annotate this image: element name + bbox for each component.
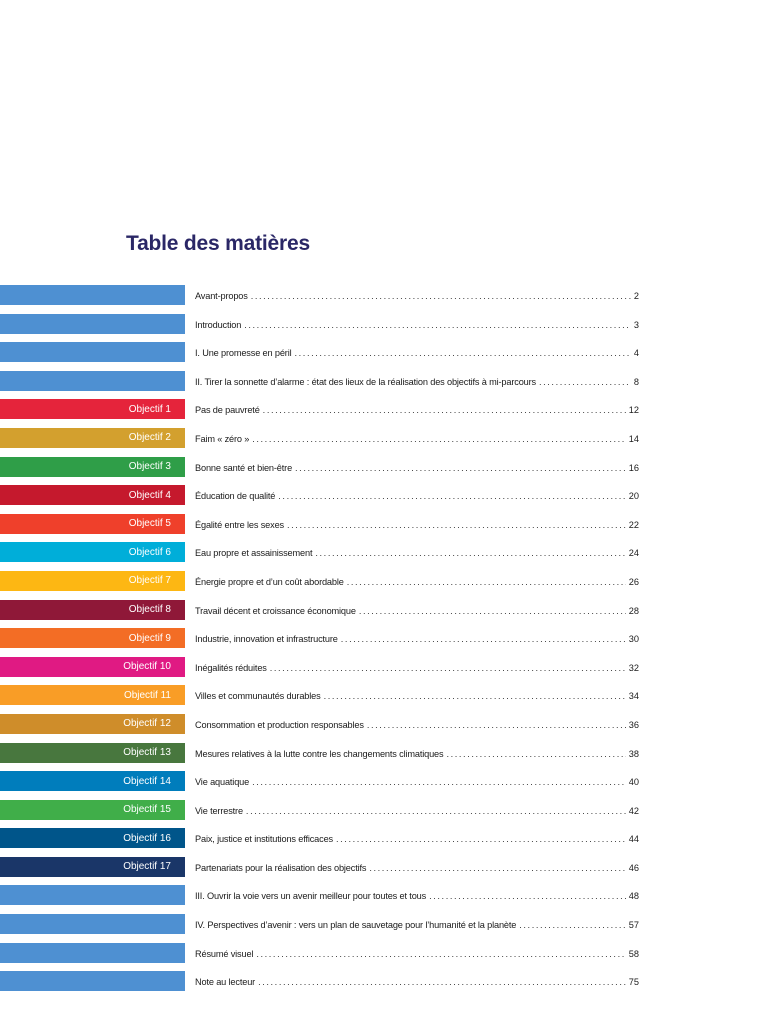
goal-color-bar: Objectif 14	[0, 771, 185, 791]
dot-leader	[295, 348, 631, 358]
dot-leader	[270, 663, 626, 673]
dot-leader	[258, 977, 626, 987]
toc-row[interactable]	[0, 685, 768, 714]
toc-row[interactable]	[0, 600, 768, 629]
dot-leader	[263, 405, 626, 415]
toc-row[interactable]	[0, 885, 768, 914]
dot-leader	[251, 291, 631, 301]
toc-entry[interactable]	[195, 801, 639, 821]
dot-leader	[429, 891, 626, 901]
page-number: 3	[633, 319, 639, 330]
toc-entry[interactable]	[195, 400, 639, 420]
goal-color-bar: Objectif 7	[0, 571, 185, 591]
toc-row[interactable]	[0, 314, 768, 343]
toc-entry[interactable]	[195, 486, 639, 506]
toc-entry[interactable]	[195, 343, 639, 363]
goal-color-bar: Objectif 6	[0, 542, 185, 562]
table-of-contents	[0, 285, 768, 1000]
toc-entry[interactable]	[195, 658, 639, 678]
page-number: 57	[628, 920, 639, 931]
page-number: 75	[628, 977, 639, 988]
toc-entry[interactable]	[195, 572, 639, 592]
page-number: 38	[628, 748, 639, 759]
page-number: 22	[628, 519, 639, 530]
goal-color-bar: Objectif 15	[0, 800, 185, 820]
toc-entry[interactable]	[195, 744, 639, 764]
page-number: 36	[628, 719, 639, 730]
page-number: 34	[628, 691, 639, 702]
toc-row[interactable]	[0, 485, 768, 514]
page-number: 20	[628, 491, 639, 502]
toc-entry[interactable]	[195, 886, 639, 906]
toc-row[interactable]	[0, 800, 768, 829]
goal-color-bar: Objectif 13	[0, 743, 185, 763]
dot-leader	[367, 720, 626, 730]
toc-entry[interactable]	[195, 429, 639, 449]
toc-row[interactable]	[0, 628, 768, 657]
toc-entry[interactable]	[195, 829, 639, 849]
goal-color-bar	[0, 971, 185, 991]
dot-leader	[359, 606, 626, 616]
toc-row[interactable]	[0, 971, 768, 1000]
goal-color-bar: Objectif 8	[0, 600, 185, 620]
toc-entry[interactable]	[195, 458, 639, 478]
dot-leader	[341, 634, 626, 644]
entry-title: Faim « zéro »	[195, 433, 250, 444]
toc-entry[interactable]	[195, 858, 639, 878]
toc-row[interactable]	[0, 399, 768, 428]
toc-entry[interactable]	[195, 915, 639, 935]
entry-title: Bonne santé et bien-être	[195, 462, 293, 473]
entry-title: Paix, justice et institutions efficaces	[195, 834, 333, 845]
page-number: 16	[628, 462, 639, 473]
goal-color-bar: Objectif 10	[0, 657, 185, 677]
dot-leader	[244, 320, 631, 330]
toc-entry[interactable]	[195, 686, 639, 706]
entry-title: Mesures relatives à la lutte contre les changements climatiques	[195, 748, 444, 759]
goal-color-bar	[0, 914, 185, 934]
toc-row[interactable]	[0, 771, 768, 800]
dot-leader	[252, 777, 626, 787]
entry-title: IV. Perspectives d’avenir : vers un plan de sauvetage pour l’humanité et la planète	[195, 920, 517, 931]
goal-color-bar: Objectif 4	[0, 485, 185, 505]
page-number: 14	[628, 433, 639, 444]
dot-leader	[278, 491, 626, 501]
page-number: 42	[628, 805, 639, 816]
goal-color-bar	[0, 943, 185, 963]
entry-title: Travail décent et croissance économique	[195, 605, 356, 616]
toc-entry[interactable]	[195, 315, 639, 335]
entry-title: Inégalités réduites	[195, 662, 267, 673]
toc-entry[interactable]	[195, 601, 639, 621]
goal-color-bar	[0, 371, 185, 391]
toc-row[interactable]	[0, 457, 768, 486]
goal-color-bar	[0, 342, 185, 362]
dot-leader	[252, 434, 626, 444]
toc-entry[interactable]	[195, 972, 639, 992]
toc-entry[interactable]	[195, 629, 639, 649]
entry-title: Partenariats pour la réalisation des objectifs	[195, 862, 367, 873]
entry-title: Égalité entre les sexes	[195, 519, 284, 530]
entry-title: Industrie, innovation et infrastructure	[195, 634, 338, 645]
goal-color-bar	[0, 314, 185, 334]
entry-title: Note au lecteur	[195, 977, 256, 988]
toc-row[interactable]	[0, 657, 768, 686]
entry-title: Éducation de qualité	[195, 491, 276, 502]
dot-leader	[446, 749, 625, 759]
entry-title: Introduction	[195, 319, 242, 330]
toc-entry[interactable]	[195, 515, 639, 535]
page-number: 2	[633, 291, 639, 301]
toc-entry[interactable]	[195, 286, 639, 306]
entry-title: III. Ouvrir la voie vers un avenir meilleur pour toutes et tous	[195, 891, 427, 902]
page-number: 24	[628, 548, 639, 559]
entry-title: Vie aquatique	[195, 777, 250, 788]
dot-leader	[519, 920, 626, 930]
toc-row[interactable]	[0, 914, 768, 943]
entry-title: Avant-propos	[195, 291, 248, 301]
page-number: 32	[628, 662, 639, 673]
goal-color-bar	[0, 285, 185, 305]
page-number: 40	[628, 777, 639, 788]
page-number: 46	[628, 862, 639, 873]
goal-color-bar: Objectif 12	[0, 714, 185, 734]
dot-leader	[295, 463, 626, 473]
page-number: 4	[633, 348, 639, 359]
toc-row[interactable]	[0, 943, 768, 972]
goal-color-bar: Objectif 11	[0, 685, 185, 705]
dot-leader	[324, 691, 626, 701]
toc-row[interactable]	[0, 743, 768, 772]
page-number: 44	[628, 834, 639, 845]
toc-entry[interactable]	[195, 715, 639, 735]
page-number: 48	[628, 891, 639, 902]
page-number: 26	[628, 576, 639, 587]
goal-color-bar: Objectif 16	[0, 828, 185, 848]
page-number: 12	[628, 405, 639, 416]
toc-row[interactable]	[0, 714, 768, 743]
toc-row[interactable]	[0, 828, 768, 857]
dot-leader	[539, 377, 631, 387]
goal-color-bar: Objectif 17	[0, 857, 185, 877]
goal-color-bar: Objectif 2	[0, 428, 185, 448]
goal-color-bar: Objectif 1	[0, 399, 185, 419]
goal-color-bar: Objectif 5	[0, 514, 185, 534]
page-number: 58	[628, 948, 639, 959]
toc-row[interactable]	[0, 571, 768, 600]
toc-row[interactable]	[0, 514, 768, 543]
dot-leader	[246, 806, 626, 816]
entry-title: Eau propre et assainissement	[195, 548, 313, 559]
entry-title: I. Une promesse en péril	[195, 348, 292, 359]
dot-leader	[256, 949, 625, 959]
dot-leader	[287, 520, 626, 530]
toc-row[interactable]	[0, 342, 768, 371]
toc-entry[interactable]	[195, 372, 639, 392]
dot-leader	[336, 834, 626, 844]
goal-color-bar: Objectif 3	[0, 457, 185, 477]
entry-title: Résumé visuel	[195, 948, 254, 959]
entry-title: Énergie propre et d’un coût abordable	[195, 576, 344, 587]
toc-row[interactable]	[0, 857, 768, 886]
entry-title: Pas de pauvreté	[195, 405, 260, 416]
page-number: 8	[633, 376, 639, 387]
toc-row[interactable]	[0, 285, 768, 314]
toc-entry[interactable]	[195, 944, 639, 964]
goal-color-bar: Objectif 9	[0, 628, 185, 648]
toc-row[interactable]	[0, 428, 768, 457]
toc-row[interactable]	[0, 371, 768, 400]
toc-entry[interactable]	[195, 543, 639, 563]
page-number: 28	[628, 605, 639, 616]
goal-color-bar	[0, 885, 185, 905]
page-title: Table des matières	[126, 232, 310, 255]
dot-leader	[347, 577, 626, 587]
entry-title: II. Tirer la sonnette d’alarme : état des lieux de la réalisation des objectifs à mi-parcours	[195, 376, 536, 387]
entry-title: Consommation et production responsables	[195, 719, 364, 730]
entry-title: Villes et communautés durables	[195, 691, 321, 702]
toc-entry[interactable]	[195, 772, 639, 792]
entry-title: Vie terrestre	[195, 805, 243, 816]
page-number: 30	[628, 634, 639, 645]
dot-leader	[369, 863, 625, 873]
toc-row[interactable]	[0, 542, 768, 571]
dot-leader	[315, 548, 625, 558]
